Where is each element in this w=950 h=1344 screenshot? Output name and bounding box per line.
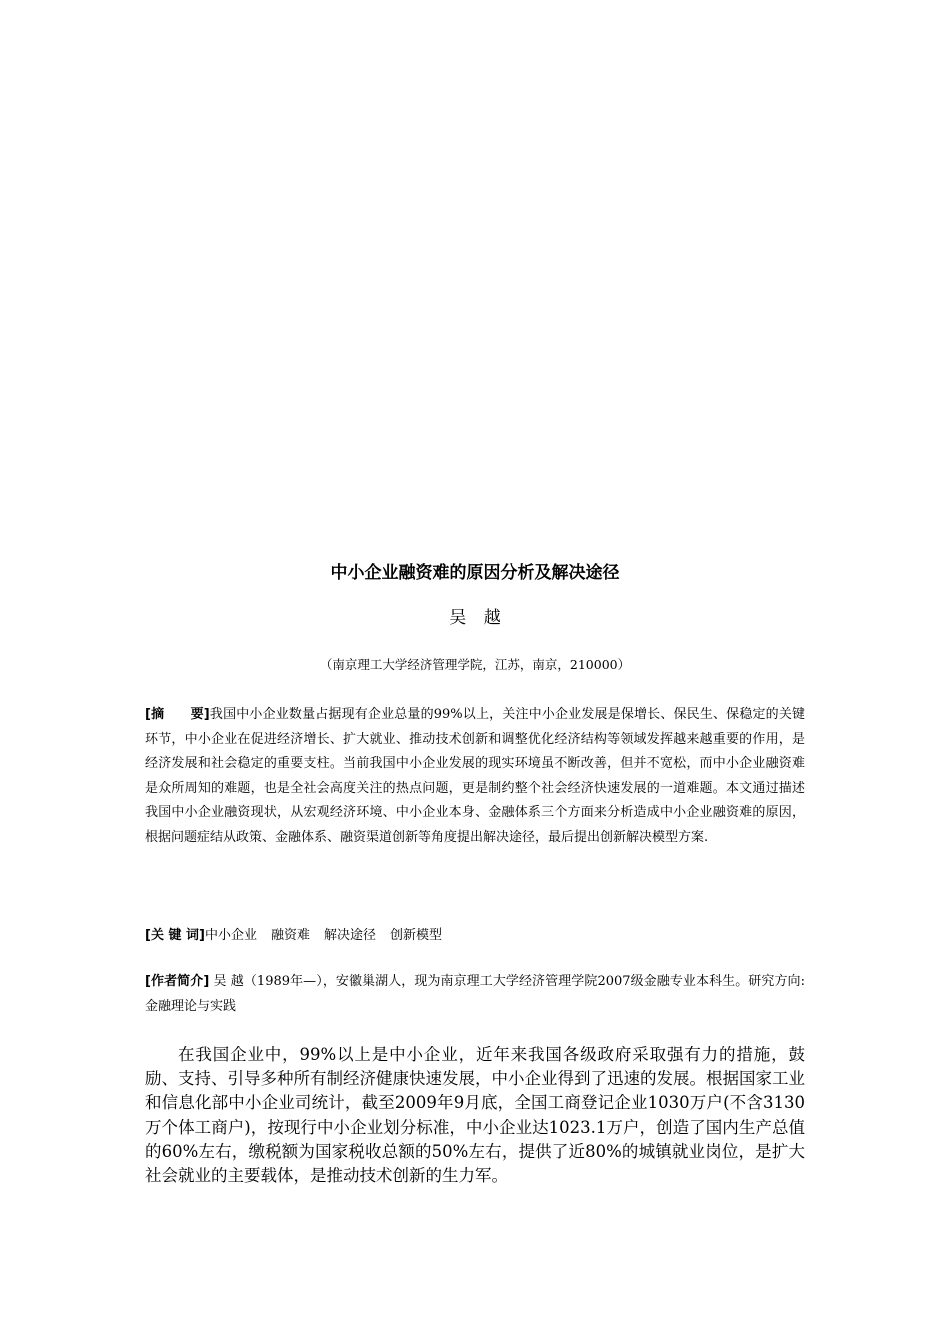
- intro-paragraph: 在我国企业中，99%以上是中小企业，近年来我国各级政府采取强有力的措施，鼓励、支持、引导多种所有制经济健康快速发展，中小企业得到了迅速的发展。根据国家工业和信息化部中小企业司统计，截至2009年9月底，全国工商登记企业1030万户(不含3130万个体工商户)，按现行中小企业划分标准，中小企业达1023.1万户，创造了国内生产总值的60%左右，缴税额为国家税收总额的50%左右，提供了近80%的城镇就业岗位，是扩大社会就业的主要载体，是推动技术创新的生力军。: [145, 1045, 805, 1186]
- abstract-label: [摘 要]: [145, 707, 210, 722]
- keywords-section: [145, 924, 805, 949]
- paper-title: 中小企业融资难的原因分析及解决途径: [330, 563, 620, 583]
- author-bio-section: [145, 970, 805, 1019]
- keyword-item: 中小企业: [204, 928, 257, 943]
- abstract-section: [145, 703, 805, 850]
- keyword-item: 融资难: [270, 928, 310, 943]
- abstract-text: 我国中小企业数量占据现有企业总量的99%以上，关注中小企业发展是保增长、保民生、保稳定的关键环节，中小企业在促进经济增长、扩大就业、推动技术创新和调整优化经济结构等领域发挥越来越重要的作用，是经济发展和社会稳定的重要支柱。当前我国中小企业发展的现实环境虽不断改善，但并不宽松，而中小企业融资难是众所周知的难题，也是全社会高度关注的热点问题，更是制约整个社会经济快速发展的一道难题。本文通过描述我国中小企业融资现状，从宏观经济环境、中小企业本身、金融体系三个方面来分析造成中小企业融资难的原因，根据问题症结从政策、金融体系、融资渠道创新等角度提出解决途径，最后提出创新解决模型方案.: [145, 707, 805, 845]
- author-bio-text: 吴 越（1989年—），安徽巢湖人，现为南京理工大学经济管理学院2007级金融专业本科生。研究方向: 金融理论与实践: [145, 974, 805, 1014]
- keyword-item: 解决途径: [323, 928, 376, 943]
- author-affiliation: （南京理工大学经济管理学院，江苏，南京，210000）: [319, 657, 631, 672]
- keyword-item: 创新模型: [389, 928, 442, 943]
- author-bio-label: [作者简介]: [145, 974, 210, 989]
- author-name: 吴 越: [449, 608, 507, 628]
- keywords-label: [关 键 词]: [145, 928, 205, 943]
